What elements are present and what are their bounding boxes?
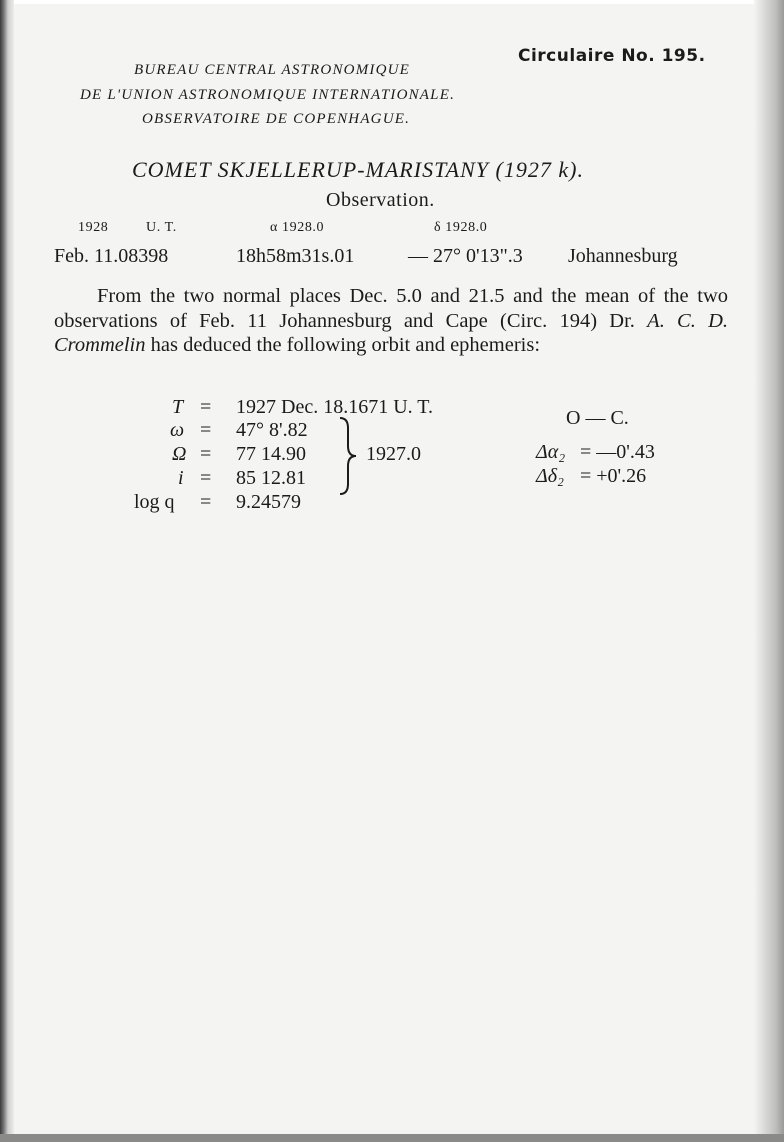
- col-header-alpha: α 1928.0: [270, 220, 325, 235]
- orbit-logq-value: 9.24579: [236, 491, 301, 513]
- orbit-node-symbol: Ω: [172, 443, 187, 465]
- author-name: A. C. D. Crommelin: [54, 309, 729, 356]
- obs-date: Feb. 11.08398: [54, 245, 169, 267]
- paragraph-text-1: From the two normal places Dec. 5.0 and 21.5 and the mean of the two observations of Feb. 11 Johannesburg and Cape (Circ. 194) Dr.: [54, 285, 729, 332]
- orbit-inclination-value: 85 12.81: [236, 467, 306, 489]
- page-bottom-edge: [0, 1134, 784, 1142]
- orbit-T-value: 1927 Dec. 18.1671 U. T.: [236, 396, 434, 418]
- circular-number: Circulaire No. 195.: [518, 46, 706, 66]
- residual-alpha-symbol: Δα₂: [536, 441, 566, 463]
- paragraph-text-2: has deduced the following orbit and ephemeris:: [150, 334, 541, 356]
- orbit-inclination-equals: =: [200, 467, 212, 489]
- orbit-omega-equals: =: [200, 419, 212, 441]
- orbit-omega-symbol: ω: [170, 419, 185, 441]
- residual-delta-symbol: Δδ₂: [536, 465, 564, 487]
- bureau-line-1: BUREAU CENTRAL ASTRONOMIQUE: [134, 62, 411, 78]
- residual-delta-value: = +0'.26: [580, 465, 647, 487]
- orbit-T-equals: =: [200, 396, 212, 418]
- bureau-line-3: OBSERVATOIRE DE COPENHAGUE.: [142, 111, 411, 127]
- orbit-logq-equals: =: [200, 491, 212, 513]
- residual-alpha-value: = —0'.43: [580, 441, 655, 463]
- body-paragraph: [54, 284, 728, 358]
- orbit-node-value: 77 14.90: [236, 443, 306, 465]
- orbit-inclination-symbol: i: [178, 467, 184, 489]
- section-subtitle: Observation.: [326, 189, 435, 211]
- page-left-edge: [0, 0, 14, 1142]
- obs-station: Johannesburg: [568, 245, 678, 267]
- obs-declination: — 27° 0'13".3: [408, 245, 523, 267]
- col-header-delta: δ 1928.0: [434, 220, 488, 235]
- orbit-logq-symbol: log q: [134, 491, 175, 513]
- page-right-edge: [754, 0, 784, 1142]
- bureau-line-2: DE L'UNION ASTRONOMIQUE INTERNATIONALE.: [80, 87, 456, 103]
- residuals-title: O — C.: [566, 407, 629, 429]
- orbit-T-symbol: T: [172, 396, 184, 418]
- orbit-equinox: 1927.0: [366, 443, 421, 465]
- equinox-brace: [336, 416, 362, 496]
- comet-title: COMET SKJELLERUP-MARISTANY (1927 k).: [132, 157, 584, 182]
- col-header-year: 1928: [78, 220, 109, 235]
- orbit-omega-value: 47° 8'.82: [236, 419, 308, 441]
- obs-right-ascension: 18h58m31s.01: [236, 245, 355, 267]
- orbit-node-equals: =: [200, 443, 212, 465]
- col-header-ut: U. T.: [146, 220, 177, 235]
